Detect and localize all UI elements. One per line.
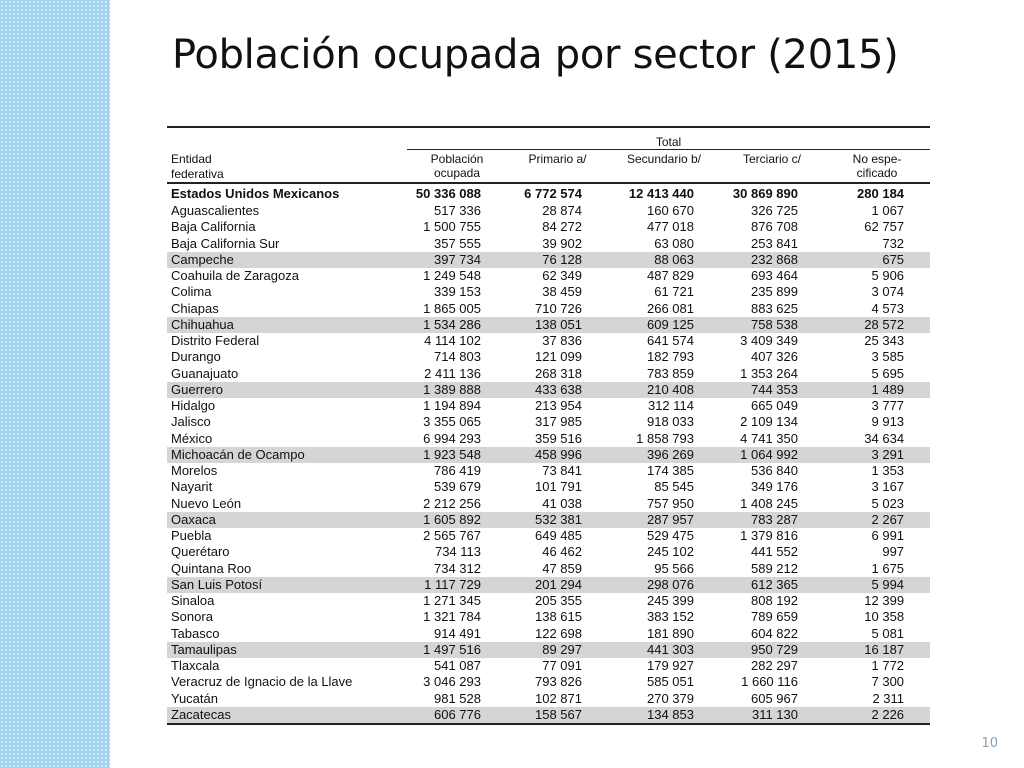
row-entity-name: Zacatecas: [167, 707, 407, 724]
table-row: [167, 219, 930, 235]
row-value-primario: 158 567: [507, 707, 608, 724]
table-row: [167, 561, 930, 577]
row-value-terciario: 1 064 992: [720, 447, 824, 463]
row-value-secundario: 160 670: [647, 203, 694, 219]
table-row: [167, 203, 930, 219]
row-value-secundario: 63 080: [654, 235, 694, 251]
table-row: [167, 284, 930, 300]
entity-header-line-2: federativa: [171, 167, 224, 181]
row-value-no-especificado: 9 913: [871, 414, 905, 430]
row-value-primario: 84 272: [542, 219, 582, 235]
row-value-no-especificado: 732: [882, 235, 905, 251]
table-row: [167, 301, 930, 317]
row-value-no-especificado: 2 311: [872, 690, 905, 706]
row-value-primario: 138 051: [507, 317, 608, 333]
row-value-primario: 28 874: [542, 203, 582, 219]
row-value-terciario: 441 552: [751, 544, 798, 560]
row-value-secundario: 182 793: [647, 349, 694, 365]
column-header-primario: Primario a/: [528, 151, 587, 166]
row-value-no-especificado: 997: [882, 544, 905, 560]
row-value-no-especificado: 1 675: [871, 560, 905, 576]
row-entity-name: Chiapas: [171, 300, 219, 316]
row-value-primario: 73 841: [542, 463, 582, 479]
row-value-primario: 62 349: [542, 268, 582, 284]
row-value-primario: 121 099: [535, 349, 582, 365]
row-value-no-especificado: 5 081: [871, 625, 905, 641]
row-value-primario: 122 698: [535, 625, 582, 641]
row-value-terciario: 950 729: [720, 642, 824, 658]
row-value-secundario: 245 399: [647, 593, 694, 609]
row-value-no-especificado: 5 695: [871, 365, 905, 381]
row-entity-name: Michoacán de Ocampo: [167, 447, 407, 463]
row-value-terciario: 808 192: [751, 593, 798, 609]
row-value-poblacion: 1 117 729: [407, 577, 507, 593]
row-entity-name: Puebla: [171, 528, 212, 544]
row-value-terciario: 349 176: [751, 479, 798, 495]
row-value-poblacion: 1 865 005: [423, 300, 481, 316]
row-entity-name: Baja California: [171, 219, 256, 235]
row-value-terciario: 612 365: [720, 577, 824, 593]
row-value-primario: 268 318: [535, 365, 582, 381]
row-value-secundario: 585 051: [647, 674, 694, 690]
row-value-primario: 433 638: [507, 382, 608, 398]
row-value-terciario: 326 725: [751, 203, 798, 219]
row-value-primario: 793 826: [535, 674, 582, 690]
row-entity-name: Veracruz de Ignacio de la Llave: [171, 674, 353, 690]
row-value-primario: 89 297: [507, 642, 608, 658]
row-value-secundario: 134 853: [608, 707, 720, 724]
row-entity-name: Sonora: [171, 609, 213, 625]
row-value-terciario: 665 049: [751, 398, 798, 414]
table-row: [167, 528, 930, 544]
population-by-sector-table: [167, 126, 930, 725]
row-value-primario: 77 091: [542, 658, 582, 674]
row-value-no-especificado: 5 906: [871, 268, 905, 284]
row-value-primario: 39 902: [542, 235, 582, 251]
row-value-primario: 649 485: [535, 528, 582, 544]
row-entity-name: Hidalgo: [171, 398, 216, 414]
row-value-no-especificado: 62 757: [864, 219, 905, 235]
row-entity-name: Nayarit: [171, 479, 213, 495]
row-value-secundario: 298 076: [608, 577, 720, 593]
row-entity-name: Durango: [171, 349, 221, 365]
row-value-secundario: 174 385: [647, 463, 694, 479]
row-value-secundario: 245 102: [647, 544, 694, 560]
table-row-national: [167, 183, 930, 203]
row-value-no-especificado: 5 023: [871, 495, 905, 511]
row-value-poblacion: 1 321 784: [423, 609, 481, 625]
row-entity-name: Sinaloa: [171, 593, 215, 609]
row-value-terciario: 30 869 890: [732, 185, 798, 201]
row-value-poblacion: 714 803: [434, 349, 481, 365]
row-value-poblacion: 981 528: [434, 690, 481, 706]
row-value-poblacion: 734 312: [434, 560, 481, 576]
row-value-secundario: 210 408: [608, 382, 720, 398]
slide-title: Población ocupada por sector (2015): [172, 32, 899, 78]
row-value-secundario: 312 114: [647, 398, 694, 414]
table-row: [167, 609, 930, 625]
row-entity-name: Coahuila de Zaragoza: [171, 268, 299, 284]
row-value-no-especificado: 3 074: [871, 284, 905, 300]
table-row: [167, 447, 930, 463]
row-entity-name: Nuevo León: [171, 495, 242, 511]
row-value-poblacion: 6 994 293: [423, 430, 481, 446]
row-value-poblacion: 3 046 293: [423, 674, 481, 690]
table-row: [167, 593, 930, 609]
row-value-poblacion: 541 087: [434, 658, 481, 674]
row-value-poblacion: 786 419: [434, 463, 481, 479]
entity-header-line-1: Entidad: [171, 152, 212, 166]
row-value-terciario: 253 841: [751, 235, 798, 251]
row-value-poblacion: 2 212 256: [423, 495, 481, 511]
row-value-no-especificado: 1 772: [871, 658, 905, 674]
row-value-primario: 38 459: [542, 284, 582, 300]
row-value-poblacion: 539 679: [434, 479, 481, 495]
row-entity-name: Tlaxcala: [171, 658, 220, 674]
row-value-terciario: 3 409 349: [740, 333, 798, 349]
table-row: [167, 512, 930, 528]
row-value-no-especificado: 7 300: [871, 674, 905, 690]
row-entity-name: México: [171, 430, 213, 446]
row-value-terciario: 883 625: [751, 300, 798, 316]
row-value-primario: 532 381: [507, 512, 608, 528]
row-value-poblacion: 2 411 136: [424, 365, 481, 381]
row-value-terciario: 1 379 816: [740, 528, 798, 544]
row-value-terciario: 789 659: [751, 609, 798, 625]
row-value-secundario: 266 081: [647, 300, 694, 316]
row-entity-name: San Luis Potosí: [167, 577, 407, 593]
table-row: [167, 333, 930, 349]
row-value-primario: 458 996: [507, 447, 608, 463]
row-entity-name: Yucatán: [171, 690, 218, 706]
row-value-primario: 76 128: [507, 252, 608, 268]
row-entity-name: Oaxaca: [167, 512, 407, 528]
column-header-secundario: Secundario b/: [626, 151, 702, 166]
row-value-poblacion: 1 194 894: [423, 398, 481, 414]
row-value-primario: 47 859: [542, 560, 582, 576]
table-row: [167, 398, 930, 414]
row-value-poblacion: 1 534 286: [407, 317, 507, 333]
row-value-poblacion: 1 605 892: [407, 512, 507, 528]
row-value-secundario: 287 957: [608, 512, 720, 528]
row-entity-name: Aguascalientes: [171, 203, 260, 219]
row-entity-name: Campeche: [167, 252, 407, 268]
row-value-poblacion: 4 114 102: [424, 333, 481, 349]
row-value-terciario: 232 868: [720, 252, 824, 268]
row-value-primario: 41 038: [542, 495, 582, 511]
row-entity-name: Querétaro: [171, 544, 230, 560]
row-value-no-especificado: 280 184: [857, 185, 905, 201]
row-value-secundario: 757 950: [647, 495, 694, 511]
row-value-poblacion: 606 776: [407, 707, 507, 724]
row-entity-name: Guanajuato: [171, 365, 239, 381]
row-value-terciario: 605 967: [751, 690, 798, 706]
row-value-no-especificado: 3 585: [871, 349, 905, 365]
decorative-side-strip: [0, 0, 113, 768]
row-value-terciario: 693 464: [751, 268, 798, 284]
row-value-terciario: 536 840: [751, 463, 798, 479]
row-value-secundario: 396 269: [608, 447, 720, 463]
table-row: [167, 674, 930, 690]
row-value-no-especificado: 6 991: [871, 528, 905, 544]
table-body: [167, 183, 930, 724]
row-value-no-especificado: 34 634: [864, 430, 905, 446]
total-group-header: Total: [407, 127, 930, 149]
row-value-poblacion: 1 389 888: [407, 382, 507, 398]
row-value-poblacion: 397 734: [407, 252, 507, 268]
row-entity-name: Tamaulipas: [167, 642, 407, 658]
row-value-primario: 101 791: [535, 479, 582, 495]
column-header-terciario: Terciario c/: [742, 151, 801, 166]
table-row: [167, 236, 930, 252]
row-value-terciario: 2 109 134: [740, 414, 798, 430]
row-value-primario: 138 615: [535, 609, 582, 625]
row-value-poblacion: 734 113: [434, 544, 481, 560]
row-value-no-especificado: 28 572: [824, 317, 930, 333]
row-value-poblacion: 2 565 767: [423, 528, 481, 544]
row-value-terciario: 1 408 245: [740, 495, 798, 511]
row-value-poblacion: 517 336: [434, 203, 481, 219]
row-value-primario: 317 985: [535, 414, 582, 430]
row-entity-name: Jalisco: [171, 414, 211, 430]
row-entity-name: Quintana Roo: [171, 560, 252, 576]
column-header-no-especificado: No espe- cificado: [852, 151, 902, 180]
table-row: [167, 382, 930, 398]
row-value-secundario: 61 721: [654, 284, 694, 300]
table-row: [167, 268, 930, 284]
table-row: [167, 479, 930, 495]
row-value-poblacion: 1 249 548: [423, 268, 481, 284]
row-value-terciario: 604 822: [751, 625, 798, 641]
row-value-secundario: 609 125: [608, 317, 720, 333]
row-value-terciario: 876 708: [751, 219, 798, 235]
row-value-secundario: 85 545: [654, 479, 694, 495]
table-row: [167, 691, 930, 707]
row-value-terciario: 589 212: [751, 560, 798, 576]
row-value-poblacion: 1 271 345: [423, 593, 481, 609]
row-value-secundario: 88 063: [608, 252, 720, 268]
row-value-no-especificado: 2 226: [824, 707, 930, 724]
table-row: [167, 431, 930, 447]
row-value-no-especificado: 4 573: [871, 300, 905, 316]
row-value-secundario: 383 152: [647, 609, 694, 625]
row-value-no-especificado: 3 291: [824, 447, 930, 463]
row-value-poblacion: 357 555: [434, 235, 481, 251]
row-value-terciario: 4 741 350: [740, 430, 798, 446]
row-entity-name: Distrito Federal: [171, 333, 260, 349]
row-value-no-especificado: 12 399: [864, 593, 905, 609]
row-value-secundario: 487 829: [647, 268, 694, 284]
row-value-secundario: 783 859: [647, 365, 694, 381]
row-value-no-especificado: 3 777: [871, 398, 905, 414]
table-row: [167, 626, 930, 642]
row-value-no-especificado: 3 167: [871, 479, 905, 495]
row-value-terciario: 1 660 116: [741, 674, 798, 690]
row-value-secundario: 918 033: [647, 414, 694, 430]
table-row: [167, 496, 930, 512]
table-row: [167, 577, 930, 593]
row-entity-name: Chihuahua: [167, 317, 407, 333]
table-row: [167, 317, 930, 333]
row-value-no-especificado: 1 353: [871, 463, 905, 479]
row-value-secundario: 95 566: [654, 560, 694, 576]
row-value-terciario: 1 353 264: [740, 365, 798, 381]
table-row: [167, 658, 930, 674]
row-value-secundario: 441 303: [608, 642, 720, 658]
row-value-terciario: 235 899: [751, 284, 798, 300]
row-value-terciario: 744 353: [720, 382, 824, 398]
row-value-no-especificado: 25 343: [864, 333, 905, 349]
table-row: [167, 642, 930, 658]
table-row: [167, 544, 930, 560]
column-header-poblacion: Población ocupada: [430, 151, 484, 180]
table-header: [167, 127, 930, 183]
row-value-no-especificado: 1 067: [871, 203, 905, 219]
row-value-poblacion: 914 491: [434, 625, 481, 641]
row-value-no-especificado: 10 358: [864, 609, 905, 625]
row-value-primario: 6 772 574: [524, 185, 582, 201]
row-value-secundario: 181 890: [647, 625, 694, 641]
row-value-primario: 46 462: [542, 544, 582, 560]
page-number: 10: [981, 736, 998, 751]
row-value-terciario: 783 287: [720, 512, 824, 528]
table-row: [167, 414, 930, 430]
row-value-poblacion: 3 355 065: [423, 414, 481, 430]
row-value-terciario: 407 326: [751, 349, 798, 365]
row-entity-name: Morelos: [171, 463, 218, 479]
row-value-terciario: 311 130: [720, 707, 824, 724]
row-value-poblacion: 339 153: [434, 284, 481, 300]
row-entity-name: Guerrero: [167, 382, 407, 398]
row-value-primario: 102 871: [535, 690, 582, 706]
table-row: [167, 707, 930, 724]
row-value-poblacion: 50 336 088: [415, 185, 481, 201]
row-value-no-especificado: 5 994: [824, 577, 930, 593]
row-value-primario: 201 294: [507, 577, 608, 593]
table-row: [167, 463, 930, 479]
row-entity-name: Tabasco: [171, 625, 220, 641]
entity-column-header: [167, 127, 407, 183]
row-value-primario: 710 726: [535, 300, 582, 316]
row-value-secundario: 179 927: [647, 658, 694, 674]
row-value-secundario: 270 379: [647, 690, 694, 706]
row-value-secundario: 477 018: [647, 219, 694, 235]
row-value-primario: 359 516: [535, 430, 582, 446]
row-entity-name: Baja California Sur: [171, 235, 280, 251]
row-value-no-especificado: 2 267: [824, 512, 930, 528]
row-value-poblacion: 1 497 516: [407, 642, 507, 658]
row-value-secundario: 641 574: [647, 333, 694, 349]
population-table-container: [167, 126, 930, 725]
row-value-no-especificado: 675: [824, 252, 930, 268]
row-value-poblacion: 1 923 548: [407, 447, 507, 463]
table-row: [167, 349, 930, 365]
table-row: [167, 366, 930, 382]
row-value-primario: 213 954: [535, 398, 582, 414]
row-value-secundario: 1 858 793: [636, 430, 694, 446]
row-value-primario: 37 836: [542, 333, 582, 349]
row-value-poblacion: 1 500 755: [423, 219, 481, 235]
row-value-no-especificado: 16 187: [824, 642, 930, 658]
row-value-secundario: 529 475: [647, 528, 694, 544]
row-value-secundario: 12 413 440: [628, 185, 694, 201]
row-entity-name: Colima: [171, 284, 212, 300]
row-value-no-especificado: 1 489: [824, 382, 930, 398]
table-row: [167, 252, 930, 268]
row-entity-name: Estados Unidos Mexicanos: [171, 185, 340, 201]
row-value-terciario: 758 538: [720, 317, 824, 333]
row-value-terciario: 282 297: [751, 658, 798, 674]
row-value-primario: 205 355: [535, 593, 582, 609]
